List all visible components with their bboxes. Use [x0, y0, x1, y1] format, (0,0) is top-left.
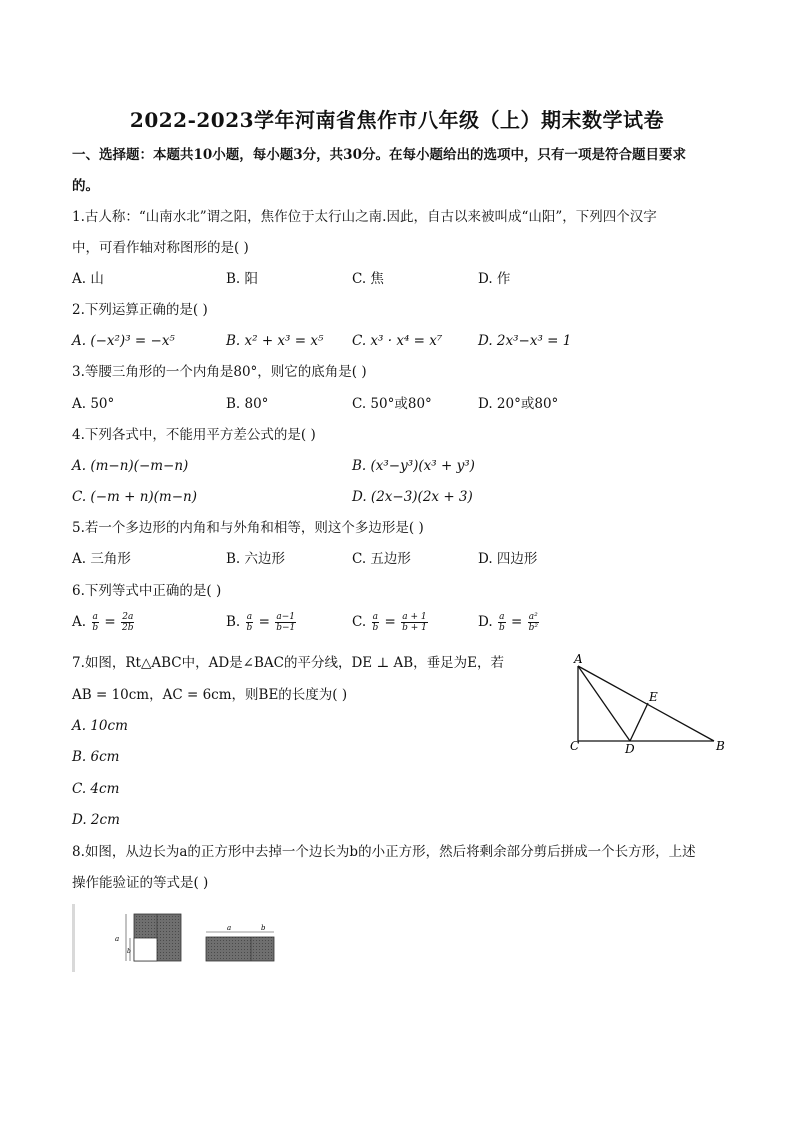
- q6-d-equals: =: [511, 614, 523, 630]
- q6-d-right-num: a²: [528, 612, 538, 622]
- q2-option-a: A. (−x²)³ = −x⁵: [72, 333, 175, 349]
- q7-triangle-figure: [566, 650, 731, 760]
- q7-option-a: A. 10cm: [72, 718, 128, 734]
- q6-b-equals: =: [258, 614, 270, 630]
- q6-b-left-num: a: [246, 612, 253, 622]
- q6-option-a-label: A.: [72, 614, 87, 630]
- q6-option-b-label: B.: [226, 614, 241, 630]
- q4-option-c: C. (−m + n)(m−n): [72, 489, 198, 505]
- label-b-right: b: [261, 924, 266, 932]
- q6-b-right-num: a−1: [276, 612, 296, 622]
- point-a-label: A: [574, 652, 583, 666]
- q6-c-equals: =: [384, 614, 396, 630]
- q6-option-c-label: C.: [352, 614, 367, 630]
- q1-option-b: B. 阳: [226, 271, 259, 287]
- q7-option-b: B. 6cm: [72, 749, 120, 765]
- q6-c-right-fraction: [401, 612, 428, 633]
- q6-c-right-den: b + 1: [402, 623, 427, 633]
- q6-a-left-fraction: [91, 612, 99, 633]
- q6-option-d-label: D.: [478, 614, 493, 630]
- q6-d-left-den: b: [498, 623, 505, 633]
- q6-d-left-num: a: [499, 612, 505, 622]
- q6-a-left-den: b: [92, 623, 99, 633]
- q7-option-d: D. 2cm: [72, 812, 120, 828]
- q5-option-b: B. 六边形: [226, 551, 286, 567]
- q6-option-a: [72, 612, 136, 633]
- point-e-label: E: [649, 690, 658, 704]
- q4-option-a: A. (m−n)(−m−n): [72, 458, 189, 474]
- q6-c-left-num: a: [372, 612, 378, 622]
- q1-stem-line1: 1.古人称：“山南水北”谓之阳，焦作位于太行山之南.因此，自古以来被叫成“山阳”，下列四个汉字: [72, 209, 657, 225]
- q1-option-c: C. 焦: [352, 271, 384, 287]
- q6-b-left-fraction: [246, 612, 254, 633]
- section-heading-line2: 的。: [72, 178, 99, 194]
- q6-a-left-num: a: [92, 612, 98, 622]
- q5-stem: 5.若一个多边形的内角和与外角和相等，则这个多边形是( ): [72, 520, 424, 536]
- q6-b-right-den: b−1: [276, 623, 296, 633]
- section-heading-line1: 一、选择题：本题共10小题，每小题3分，共30分。在每小题给出的选项中，只有一项是符合题目要求: [72, 147, 686, 163]
- q1-option-a: A. 山: [72, 271, 104, 287]
- label-b-left: b: [127, 948, 131, 955]
- q2-option-c: C. x³ · x⁴ = x⁷: [352, 333, 443, 349]
- q8-stem-line2: 操作能验证的等式是( ): [72, 875, 209, 891]
- q6-d-right-den: b²: [528, 623, 538, 633]
- q6-stem: 6.下列等式中正确的是( ): [72, 583, 222, 599]
- q2-stem: 2.下列运算正确的是( ): [72, 302, 208, 318]
- q6-d-left-fraction: [498, 612, 506, 633]
- q2-option-d: D. 2x³−x³ = 1: [478, 333, 572, 349]
- q3-option-d: D. 20°或80°: [478, 396, 559, 412]
- q1-stem-line2: 中，可看作轴对称图形的是( ): [72, 240, 249, 256]
- scan-edge-bar: [72, 904, 75, 972]
- q5-option-d: D. 四边形: [478, 551, 538, 567]
- q7-stem-line2: AB = 10cm，AC = 6cm，则BE的长度为( ): [72, 687, 348, 703]
- side-ab: [578, 666, 714, 741]
- q3-option-c: C. 50°或80°: [352, 396, 432, 412]
- q4-option-d: D. (2x−3)(2x + 3): [352, 489, 473, 505]
- q3-stem: 3.等腰三角形的一个内角是80°，则它的底角是( ): [72, 364, 367, 380]
- q5-option-c: C. 五边形: [352, 551, 411, 567]
- q6-a-right-den: 2b: [122, 623, 134, 633]
- q6-b-left-den: b: [246, 623, 253, 633]
- q4-stem: 4.下列各式中，不能用平方差公式的是( ): [72, 427, 316, 443]
- q6-option-d: [478, 612, 540, 633]
- q6-option-c: [352, 612, 429, 633]
- rearranged-rectangle: [206, 937, 274, 961]
- q6-a-right-num: 2a: [122, 612, 134, 622]
- q6-c-left-den: b: [372, 623, 379, 633]
- segment-de: [630, 703, 648, 741]
- q5-option-a: A. 三角形: [72, 551, 131, 567]
- q6-c-right-num: a + 1: [402, 612, 427, 622]
- point-c-label: C: [570, 739, 580, 753]
- point-b-label: B: [716, 739, 725, 753]
- q7-stem-line1: 7.如图，Rt△ABC中，AD是∠BAC的平分线，DE ⊥ AB，垂足为E，若: [72, 655, 504, 671]
- q1-option-d: D. 作: [478, 271, 511, 287]
- q8-stem-line1: 8.如图，从边长为a的正方形中去掉一个边长为b的小正方形，然后将剩余部分剪后拼成一个长方形，上述: [72, 844, 696, 860]
- q6-b-right-fraction: [275, 612, 296, 633]
- q7-option-c: C. 4cm: [72, 781, 120, 797]
- q6-a-equals: =: [104, 614, 116, 630]
- q3-option-b: B. 80°: [226, 396, 269, 412]
- label-a-left: a: [115, 935, 120, 943]
- segment-ad: [578, 666, 630, 741]
- label-a-right: a: [227, 924, 232, 932]
- q2-option-b: B. x² + x³ = x⁵: [226, 333, 324, 349]
- q6-a-right-fraction: [121, 612, 135, 633]
- removed-small-square: [134, 938, 157, 961]
- q6-c-left-fraction: [371, 612, 379, 633]
- q3-option-a: A. 50°: [72, 396, 115, 412]
- page-title: 2022-2023学年河南省焦作市八年级（上）期末数学试卷: [129, 108, 665, 132]
- q6-option-b: [226, 612, 297, 633]
- point-d-label: D: [625, 742, 635, 756]
- q6-d-right-fraction: [528, 612, 539, 633]
- q4-option-b: B. (x³−y³)(x³ + y³): [352, 458, 475, 474]
- q8-square-figure: [70, 904, 290, 974]
